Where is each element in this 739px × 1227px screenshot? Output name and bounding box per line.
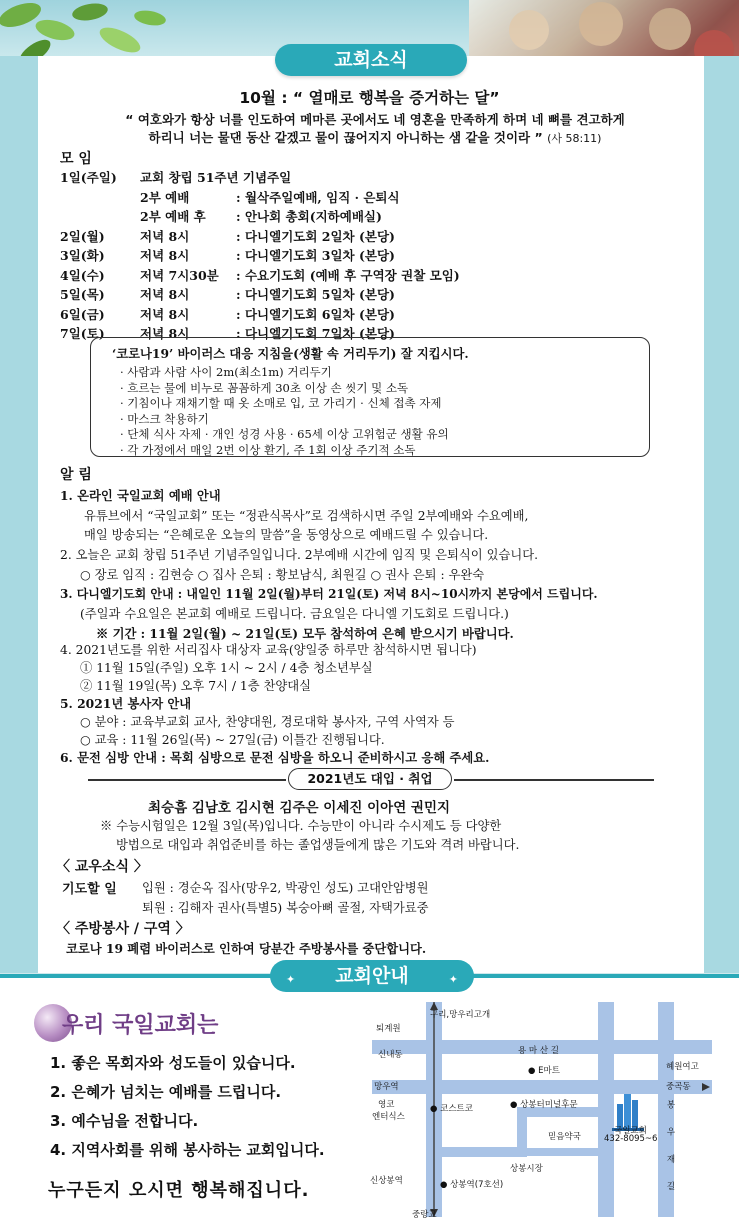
meeting-description: : 월삭주일예배, 임직 · 은퇴식 [236,189,400,205]
meeting-day: 3일(화) [60,248,105,263]
covid-guideline-item: · 사람과 사람 사이 2m(최소1m) 거리두기 [120,365,332,379]
meeting-time: 저녁 8시 [140,228,190,244]
map-label-jungnanggyo: 중랑교 [412,1210,437,1220]
notice-5-title: 5. 2021년 봉사자 안내 [60,696,192,711]
covid-title: ‘코로나19’ 바이러스 대응 지침을(생활 속 거리두기) 잘 지킵시다. [112,346,469,361]
notice-1-line-b: 매일 방송되는 “은혜로운 오늘의 말씀”을 동영상으로 예배드릴 수 있습니다. [84,528,489,542]
covid-guideline-item: · 기침이나 재채기할 때 옷 소매로 입, 코 가리기 · 신체 접촉 자제 [120,396,442,410]
notice-2-title: 2. 오늘은 교회 창립 51주년 기념주일입니다. 2부예배 시간에 임직 및 은퇴식이 있습니다. [60,548,539,562]
meeting-day: 1일(주일) [60,170,117,185]
map-label-junggok: 중곡동 [666,1082,691,1092]
map-label-phone: 432-8095~6 [604,1134,658,1144]
map-label-emart: ● E마트 [528,1066,560,1076]
members-heading: 〈 교우소식 〉 [56,859,148,875]
map-label-bongujae: 봉 우 재 길 [665,1100,675,1199]
exam-rule-right [454,779,654,781]
meeting-time: 저녁 8시 [140,248,190,263]
map-label-yongmasan: 용 마 산 길 [518,1046,559,1056]
notice-6-title: 6. 문전 심방 안내 : 목회 심방으로 문전 심방을 하오니 준비하시고 응해 주세요. [60,750,490,765]
covid-guideline-item: · 마스크 착용하기 [120,411,209,426]
right-border [704,56,739,973]
exam-rule-left [88,779,286,781]
map-label-sangbong-market: 상봉시장 [510,1164,543,1174]
kitchen-heading: 〈 주방봉사 / 구역 〉 [56,921,190,937]
guide-item: 3. 예수님을 전합니다. [50,1112,199,1130]
star-icon: ✦ [286,973,296,986]
meeting-description: : 다니엘기도회 5일차 (본당) [236,287,395,302]
notice-5-line-a: ○ 분야 : 교육부교회 교사, 찬양대원, 경로대학 봉사자, 구역 사역자 등 [80,715,455,729]
covid-guideline-item: · 각 가정에서 매일 2번 이상 환기, 주 1회 이상 주기적 소독 [120,442,416,457]
map-label-mangu: 망우역 [374,1082,399,1092]
meeting-description: : 다니엘기도회 7일차 (본당) [236,326,395,341]
notice-3-title: 3. 다니엘기도회 안내 : 내일인 11월 2일(월)부터 21일(토) 저녁 8시~10시까지 본당에서 드립니다. [60,587,598,601]
meeting-description: : 안나회 총회(지하예배실) [236,209,382,224]
guide-item: 2. 은혜가 넘치는 예배를 드립니다. [50,1083,282,1101]
guide-item: 1. 좋은 목회자와 성도들이 있습니다. [50,1054,296,1072]
meeting-day: 4일(수) [60,267,105,283]
map-label-entertainment: 엔터식스 [372,1112,405,1122]
notice-4-line-b: ② 11월 19일(목) 오후 7시 / 1층 찬양대실 [80,679,312,693]
prayer-label: 기도할 일 [62,882,117,897]
meetings-heading: 모 임 [60,151,92,167]
map-label-yeongko: 영코 [378,1100,395,1110]
notice-3-line-b: ※ 기간 : 11월 2일(월) ~ 21일(토) 모두 참석하여 은혜 받으시기 바랍니다. [96,626,514,641]
exam-note-1: ※ 수능시험일은 12월 3일(목)입니다. 수능만이 아니라 수시제도 등 다양한 [100,819,502,833]
verse-line-1: “ 여호와가 항상 너를 인도하여 메마른 곳에서도 네 영혼을 만족하게 하며 네 뼈를 견고하게 [125,112,625,127]
meeting-day: 7일(토) [60,326,105,341]
map-label-sinnaedong: 신내동 [378,1050,403,1060]
map-label-costco: ● 코스트코 [430,1104,473,1114]
left-border [0,56,38,973]
meeting-time: 2부 예배 [140,189,190,205]
guide-slogan: 우리 국일교회는 [62,1013,219,1038]
meeting-day: 2일(월) [60,228,105,244]
map-label-sinsangbong: 신상봉역 [370,1176,403,1186]
map-label-toegyewon: 퇴계원 [376,1024,401,1034]
verse-line-2: 하리니 너는 물댄 동산 같겠고 물이 끊어지지 아니하는 샘 같을 것이라 ” (사 58:11) [148,130,602,145]
meeting-description: : 다니엘기도회 6일차 (본당) [236,306,395,322]
meeting-day: 5일(목) [60,287,105,302]
exam-student-names: 최승흠 김남호 김시현 김주은 이세진 이아연 권민지 [148,800,451,816]
exam-title: 2021년도 대입 · 취업 [288,768,452,790]
meeting-day: 6일(금) [60,306,105,322]
section-title-guide: ✦ 교회안내 ✦ [270,960,474,992]
meeting-description: : 다니엘기도회 2일차 (본당) [236,228,395,244]
notice-1-title: 1. 온라인 국일교회 예배 안내 [60,488,221,503]
star-icon: ✦ [448,973,458,986]
notice-5-line-b: ○ 교육 : 11월 26일(목) ~ 27일(금) 이틀간 진행됩니다. [80,733,385,747]
exam-note-2: 방법으로 대입과 취업준비를 하는 졸업생들에게 많은 기도와 격려 바랍니다. [116,838,520,852]
map-label-sangbong-terminal: ● 상봉터미널후문 [510,1100,578,1110]
meeting-time: 교회 창립 51주년 기념주일 [140,170,292,185]
notice-3-line-a: (주일과 수요일은 본교회 예배로 드립니다. 금요일은 다니엘 기도회로 드립니다.) [80,607,509,621]
guide-final-message: 누구든지 오시면 행복해집니다. [48,1180,310,1201]
covid-guideline-item: · 단체 식사 자제 · 개인 성경 사용 · 65세 이상 고위험군 생활 유의 [120,427,449,441]
notice-2-line-a: ○ 장로 임직 : 김현승 ○ 집사 은퇴 : 황보남식, 최원길 ○ 권사 은퇴 : 우완숙 [80,568,485,582]
notice-4-line-a: ① 11월 15일(주일) 오후 1시 ~ 2시 / 4층 청소년부실 [80,661,373,675]
map-label-guri: 구리,망우리고개 [430,1010,491,1020]
month-theme: 10월 : “ 열매로 행복을 증거하는 달” [239,89,500,107]
verse-reference: (사 58:11) [547,132,602,145]
map-label-church: 국일교회 [614,1126,647,1136]
meeting-time: 저녁 7시30분 [140,267,219,283]
guide-item: 4. 지역사회를 위해 봉사하는 교회입니다. [50,1141,325,1159]
covid-guideline-item: · 흐르는 물에 비누로 꼼꼼하게 30초 이상 손 씻기 및 소독 [120,380,409,395]
members-discharged: 퇴원 : 김해자 권사(특별5) 복숭아뼈 골절, 자택가료중 [142,901,429,915]
kitchen-text: 코로나 19 폐렴 바이러스로 인하여 당분간 주방봉사를 중단합니다. [66,941,427,956]
notice-1-line-a: 유튜브에서 “국일교회” 또는 “정관식목사”로 검색하시면 주일 2부예배와 수요예배, [84,509,529,523]
meeting-time: 저녁 8시 [140,287,190,302]
notices-heading: 알 림 [60,467,92,483]
map-label-sangbong-station: ● 상봉역(7호선) [440,1180,504,1190]
meeting-time: 저녁 8시 [140,306,190,322]
notice-4-title: 4. 2021년도를 위한 서리집사 대상자 교육(양일중 하루만 참석하시면 됩니다) [60,643,477,657]
meeting-description: : 수요기도회 (예배 후 구역장 권찰 모임) [236,267,460,283]
section-title-news: 교회소식 [275,44,467,76]
map-label-hyewon: 혜원여고 [666,1062,699,1072]
meeting-time: 저녁 8시 [140,326,190,341]
meeting-description: : 다니엘기도회 3일차 (본당) [236,248,395,263]
members-hospitalized: 입원 : 경순옥 집사(망우2, 박광인 성도) 고대안암병원 [142,881,429,895]
meeting-time: 2부 예배 후 [140,209,206,224]
map-label-midum: 믿음약국 [548,1132,581,1142]
